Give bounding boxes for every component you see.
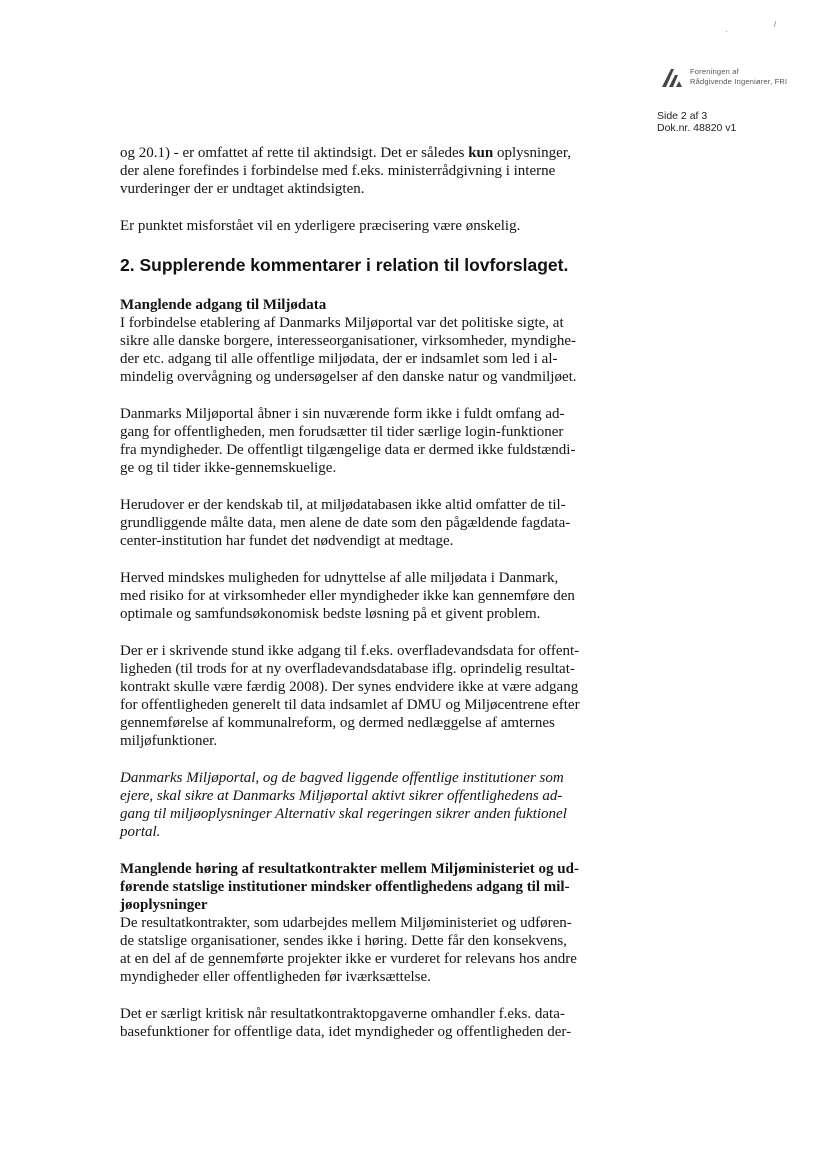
paragraph-3 bbox=[120, 296, 620, 386]
paragraph-1-line: og 20.1) - er omfattet af rette til aktindsigt. Det er således bbox=[120, 145, 469, 161]
logo-text bbox=[690, 67, 787, 87]
paragraph-6-line: Herved mindskes muligheden for udnyttelse af alle miljødata i Danmark, bbox=[120, 570, 559, 586]
paragraph-1 bbox=[120, 144, 620, 198]
paragraph-1-line: vurderinger der er undtaget aktindsigten. bbox=[120, 181, 365, 197]
subheading-resultatkontrakter: Manglende høring af resultatkontrakter mellem Miljøministeriet og ud- bbox=[120, 861, 579, 877]
paragraph-7-line: kontrakt skulle være færdig 2008). Der synes endvidere ikke at være adgang bbox=[120, 679, 579, 695]
paragraph-7-line: ligheden (til trods for at ny overfladevandsdatabase iflg. oprindelig resultat- bbox=[120, 661, 575, 677]
document-body bbox=[120, 144, 620, 1060]
paragraph-7 bbox=[120, 642, 620, 750]
paragraph-5-line: grundliggende målte data, men alene de date som den pågældende fagdata- bbox=[120, 515, 571, 531]
paragraph-9-line: De resultatkontrakter, som udarbejdes mellem Miljøministeriet og udføren- bbox=[120, 915, 572, 931]
paragraph-5 bbox=[120, 496, 620, 550]
paragraph-9 bbox=[120, 860, 620, 986]
paragraph-7-line: Der er i skrivende stund ikke adgang til f.eks. overfladevandsdata for offent- bbox=[120, 643, 580, 659]
subheading-resultatkontrakter: førende statslige institutioner mindsker offentlighedens adgang til mil- bbox=[120, 879, 570, 895]
paragraph-8-line: portal. bbox=[120, 824, 161, 840]
paragraph-3-line: der etc. adgang til alle offentlige miljødata, der er indsamlet som led i al- bbox=[120, 351, 558, 367]
paragraph-10-line: Det er særligt kritisk når resultatkontraktopgaverne omhandler f.eks. data- bbox=[120, 1006, 565, 1022]
paragraph-7-line: gennemførelse af kommunalreform, og dermed nedlæggelse af amternes bbox=[120, 715, 555, 731]
paragraph-9-line: at en del af de gennemførte projekter ikke er vurderet for relevans hos andre bbox=[120, 951, 577, 967]
paragraph-4-line: gang for offentligheden, men forudsætter til tider særlige login-funktioner bbox=[120, 424, 564, 440]
document-number: Dok.nr. 48820 v1 bbox=[657, 122, 737, 134]
paragraph-8-line: gang til miljøoplysninger Alternativ skal regeringen sikrer anden fuktionel bbox=[120, 806, 567, 822]
paragraph-8-recommendation bbox=[120, 769, 620, 841]
paragraph-8-line: Danmarks Miljøportal, og de bagved liggende offentlige institutioner som bbox=[120, 770, 564, 786]
paragraph-6-line: optimale og samfundsøkonomisk bedste løsning på et givent problem. bbox=[120, 606, 541, 622]
scan-speck: / bbox=[774, 20, 777, 29]
paragraph-4-line: Danmarks Miljøportal åbner i sin nuværende form ikke i fuldt omfang ad- bbox=[120, 406, 565, 422]
paragraph-9-line: de statslige organisationer, sendes ikke i høring. Dette får den konsekvens, bbox=[120, 933, 567, 949]
subheading-resultatkontrakter: jøoplysninger bbox=[120, 897, 208, 913]
page-number: Side 2 af 3 bbox=[657, 110, 708, 122]
paragraph-4 bbox=[120, 405, 620, 477]
paragraph-3-line: mindelig overvågning og undersøgelser af den danske natur og vandmiljøet. bbox=[120, 369, 577, 385]
paragraph-5-line: Herudover er der kendskab til, at miljødatabasen ikke altid omfatter de til- bbox=[120, 497, 566, 513]
paragraph-9-line: myndigheder eller offentligheden før iværksættelse. bbox=[120, 969, 431, 985]
paragraph-7-line: for offentligheden generelt til data indsamlet af DMU og Miljøcentrene efter bbox=[120, 697, 580, 713]
paragraph-4-line: ge og til tider ikke-gennemskuelige. bbox=[120, 460, 337, 476]
paragraph-2: Er punktet misforstået vil en yderligere præcisering være ønskelig. bbox=[120, 218, 521, 234]
logo-line-1: Foreningen af bbox=[690, 67, 739, 76]
paragraph-5-line: center-institution har fundet det nødvendigt at medtage. bbox=[120, 533, 454, 549]
bold-word: kun bbox=[468, 145, 494, 161]
paragraph-3-line: I forbindelse etablering af Danmarks Miljøportal var det politiske sigte, at bbox=[120, 315, 564, 331]
paragraph-7-line: miljøfunktioner. bbox=[120, 733, 218, 749]
document-meta bbox=[657, 110, 736, 134]
logo-line-2: Rådgivende Ingeniører, FRI bbox=[690, 77, 788, 86]
section-2-heading: 2. Supplerende kommentarer i relation til lovforslaget. bbox=[120, 255, 569, 275]
paragraph-4-line: fra myndigheder. De offentligt tilgængelige data er dermed ikke fuldstændi- bbox=[120, 442, 576, 458]
fri-logo bbox=[660, 64, 810, 90]
paragraph-1-line: der alene forefindes i forbindelse med f.eks. ministerrådgivning i interne bbox=[120, 163, 556, 179]
paragraph-10 bbox=[120, 1005, 620, 1041]
paragraph-1-line-tail: oplysninger, bbox=[493, 145, 571, 161]
paragraph-10-line: basefunktioner for offentlige data, idet myndigheder og offentligheden der- bbox=[120, 1024, 572, 1040]
paragraph-8-line: ejere, skal sikre at Danmarks Miljøportal aktivt sikrer offentlighedens ad- bbox=[120, 788, 563, 804]
paragraph-6 bbox=[120, 569, 620, 623]
fri-logo-icon bbox=[660, 66, 688, 88]
subheading-miljodata: Manglende adgang til Miljødata bbox=[120, 297, 327, 313]
paragraph-6-line: med risiko for at virksomheder eller myndigheder ikke kan gennemføre den bbox=[120, 588, 575, 604]
paragraph-3-line: sikre alle danske borgere, interesseorganisationer, virksomheder, myndighe- bbox=[120, 333, 577, 349]
scan-speck: · bbox=[725, 27, 728, 36]
